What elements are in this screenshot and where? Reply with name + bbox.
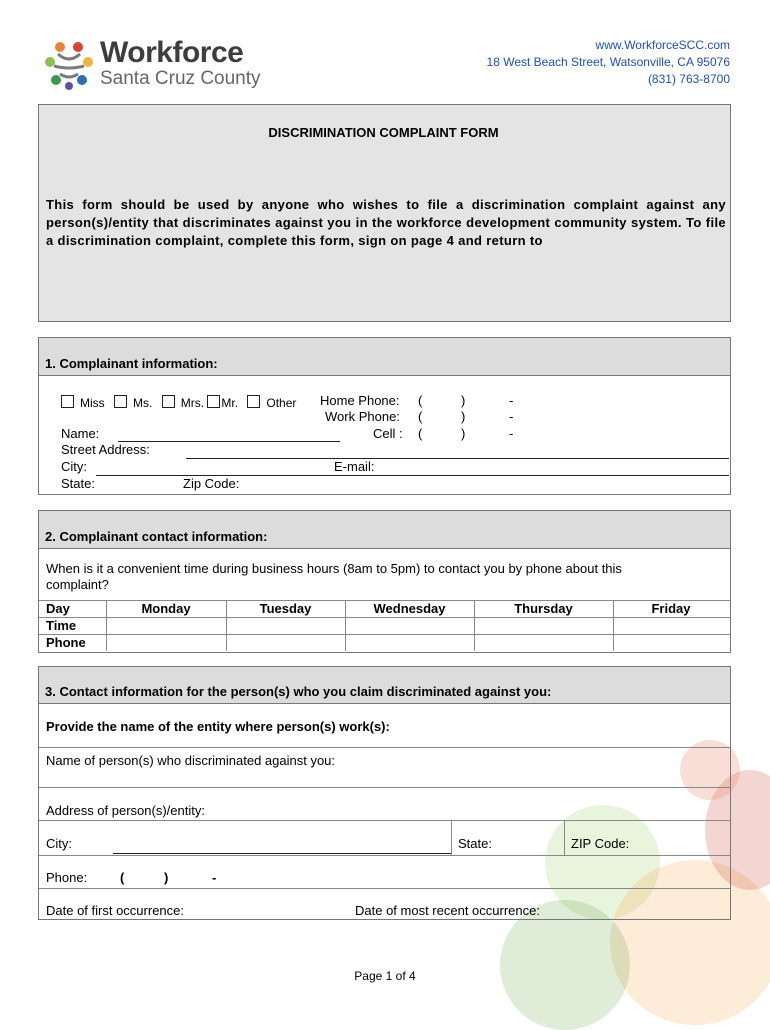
recent-occurrence-label: Date of most recent occurrence: (355, 903, 540, 918)
checkbox-ms[interactable] (114, 395, 127, 408)
respondent-address-label: Address of person(s)/entity: (46, 803, 205, 818)
day-monday: Monday (141, 601, 191, 616)
respondent-zip-label: ZIP Code: (571, 836, 630, 851)
respondent-paren-open: ( (120, 870, 125, 885)
home-paren-open: ( (418, 393, 423, 408)
label-mrs: Mrs. (180, 396, 205, 410)
entity-label: Provide the name of the entity where person(s) work(s): (46, 719, 390, 734)
row-label-phone: Phone (46, 635, 86, 650)
first-occurrence-label: Date of first occurrence: (46, 903, 184, 918)
work-paren-open: ( (418, 409, 423, 424)
section-3-heading: 3. Contact information for the person(s) who you claim discriminated against you: (45, 684, 552, 699)
intro-text: This form should be used by anyone who wishes to file a discrimination complaint against any person(s)/entity that discriminates against you in the workforce development community system. To file a discrimination complaint, complete this form, sign on page 4 and return to (46, 197, 726, 248)
page-number: Page 1 of 4 (354, 969, 416, 983)
checkbox-other[interactable] (247, 395, 260, 408)
day-thursday: Thursday (514, 601, 573, 616)
work-paren-close: ) (461, 409, 466, 424)
home-dash: - (509, 393, 514, 408)
title-checkboxes (61, 395, 296, 410)
respondent-city-field[interactable] (113, 853, 451, 854)
day-friday: Friday (651, 601, 691, 616)
home-phone-label: Home Phone: (320, 393, 400, 408)
respondent-dash: - (212, 870, 217, 885)
cell-dash: - (509, 426, 514, 441)
cell-paren-open: ( (418, 426, 423, 441)
form-title: DISCRIMINATION COMPLAINT FORM (268, 125, 499, 140)
day-wednesday: Wednesday (373, 601, 446, 616)
name-label: Name: (61, 426, 100, 441)
label-miss: Miss (80, 396, 105, 410)
work-dash: - (509, 409, 514, 424)
website-link[interactable]: www.WorkforceSCC.com (595, 38, 730, 52)
label-ms: Ms. (133, 396, 153, 410)
respondent-state-label: State: (458, 836, 492, 851)
city-label: City: (61, 459, 87, 474)
contact-time-question: When is it a convenient time during business hours (8am to 5pm) to contact you by phone about this complaint? (46, 561, 622, 592)
day-tuesday: Tuesday (259, 601, 312, 616)
respondent-phone-label: Phone: (46, 870, 88, 885)
section-2-heading: 2. Complainant contact information: (45, 529, 268, 544)
workforce-logo (44, 38, 264, 92)
section-respondent-info (38, 666, 731, 920)
checkbox-miss[interactable] (61, 395, 74, 408)
checkbox-mrs[interactable] (162, 395, 175, 408)
respondent-paren-close: ) (164, 870, 169, 885)
work-phone-label: Work Phone: (325, 409, 400, 424)
section-1-heading: 1. Complainant information: (45, 356, 218, 371)
respondent-city-label: City: (46, 836, 72, 851)
street-field[interactable] (186, 458, 729, 459)
office-address: 18 West Beach Street, Watsonville, CA 95076 (486, 55, 730, 69)
email-label: E-mail: (334, 459, 375, 474)
cell-paren-close: ) (461, 426, 466, 441)
logo-mark-icon (44, 40, 96, 92)
contact-block (487, 37, 730, 88)
cell-label: Cell : (373, 426, 403, 441)
logo-title: Workforce (100, 36, 244, 69)
label-mr: Mr. (221, 396, 239, 410)
office-phone: (831) 763-8700 (647, 72, 730, 86)
row-label-time: Time (46, 618, 77, 633)
home-paren-close: ) (461, 393, 466, 408)
logo-subtitle: Santa Cruz County (100, 68, 261, 89)
street-label: Street Address: (61, 442, 150, 457)
checkbox-mr[interactable] (207, 395, 220, 408)
persons-label: Name of person(s) who discriminated against you: (46, 753, 336, 768)
name-field[interactable] (118, 441, 340, 442)
zip-label: Zip Code: (183, 476, 240, 491)
label-other: Other (266, 396, 297, 410)
state-label: State: (61, 476, 95, 491)
row-label-day: Day (46, 601, 70, 616)
